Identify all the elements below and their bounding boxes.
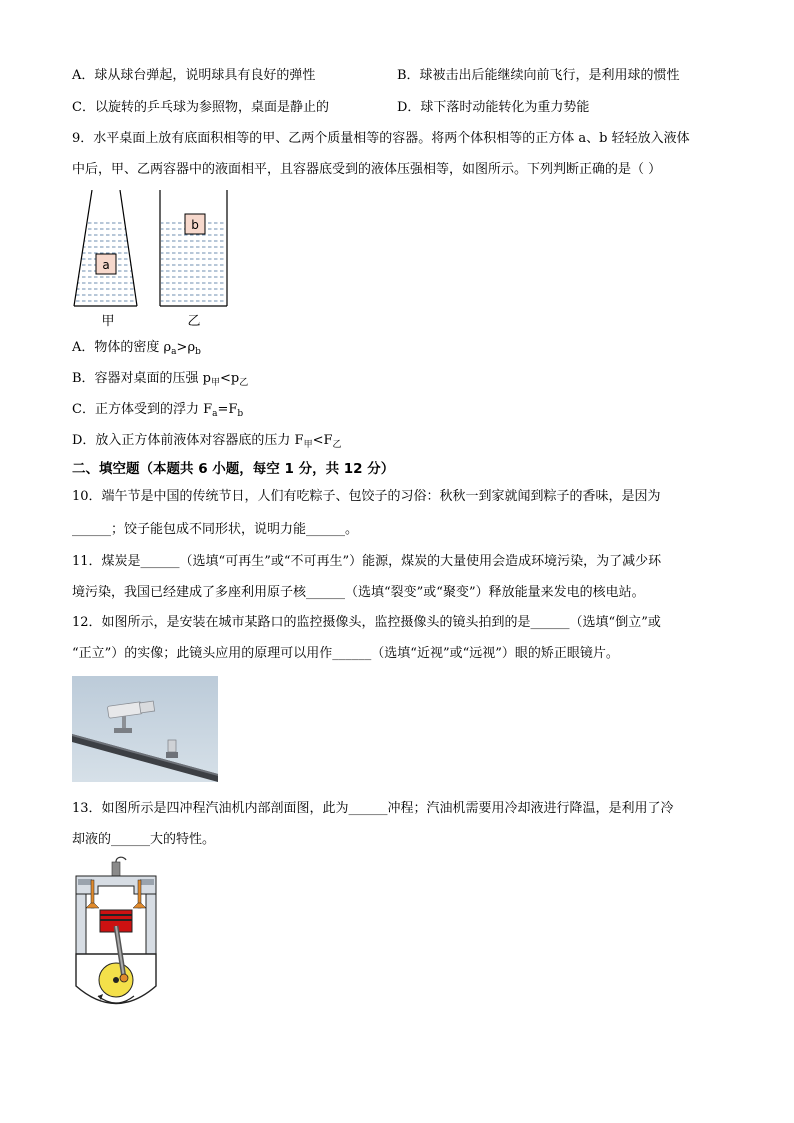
q9-containers-figure <box>70 190 240 330</box>
q8-option-a: A．球从球台弹起，说明球具有良好的弹性 <box>72 68 316 83</box>
q9-option-a: A．物体的密度 $\rho_a>\rho_b$ <box>72 340 201 357</box>
q10-line1: 10．端午节是中国的传统节日，人们有吃粽子、包饺子的习俗：秋秋一到家就闻到粽子的香味，是因为 <box>72 489 661 504</box>
surveillance-camera-photo <box>72 676 218 782</box>
svg-text:甲: 甲 <box>101 314 115 329</box>
section-heading-fill-in: 二、填空题（本题共 6 小题，每空 1 分，共 12 分） <box>72 461 395 477</box>
q9-option-d: D．放入正方体前液体对容器底的压力 $F_甲<F_乙$ <box>72 433 342 450</box>
svg-text:乙: 乙 <box>187 314 201 329</box>
q13-line2: 却液的______大的特性。 <box>72 832 216 847</box>
q13-line1: 13．如图所示是四冲程汽油机内部剖面图，此为______冲程；汽油机需要用冷却液进行降温，是利用了冷 <box>72 801 674 816</box>
q9-option-b: B．容器对桌面的压强 $p_甲<p_乙$ <box>72 371 249 388</box>
q9-stem-line2: 中后，甲、乙两容器中的液面相平，且容器底受到的液体压强相等，如图所示。下列判断正确的是（ ） <box>72 162 662 177</box>
q9-stem-line1: 9．水平桌面上放有底面积相等的甲、乙两个质量相等的容器。将两个体积相等的正方体 a、b 轻轻放入液体 <box>72 131 690 146</box>
svg-text:b: b <box>191 218 199 232</box>
svg-text:a: a <box>102 258 110 272</box>
q8-option-c: C．以旋转的乒乓球为参照物，桌面是静止的 <box>72 100 329 115</box>
q11-line2: 境污染，我国已经建成了多座利用原子核______（选填“裂变”或“聚变”）释放能量来发电的核电站。 <box>72 585 645 600</box>
q10-line2: ______；饺子能包成不同形状，说明力能______。 <box>72 522 359 537</box>
q8-option-d: D．球下落时动能转化为重力势能 <box>397 100 590 115</box>
q12-line1: 12．如图所示，是安装在城市某路口的监控摄像头，监控摄像头的镜头拍到的是______（选填“倒立”或 <box>72 615 661 630</box>
q11-line1: 11．煤炭是______（选填“可再生”或“不可再生”）能源，煤炭的大量使用会造成环境污染，为了减少环 <box>72 554 662 569</box>
engine-cross-section-figure <box>72 856 162 1021</box>
q8-option-b: B．球被击出后能继续向前飞行，是利用球的惯性 <box>397 68 680 83</box>
q12-line2: “正立”）的实像；此镜头应用的原理可以用作______（选填“近视”或“远视”）眼的矫正眼镜片。 <box>72 646 619 661</box>
q9-option-c: C．正方体受到的浮力 $F_a=F_b$ <box>72 402 244 419</box>
yi-liquid <box>161 222 226 306</box>
